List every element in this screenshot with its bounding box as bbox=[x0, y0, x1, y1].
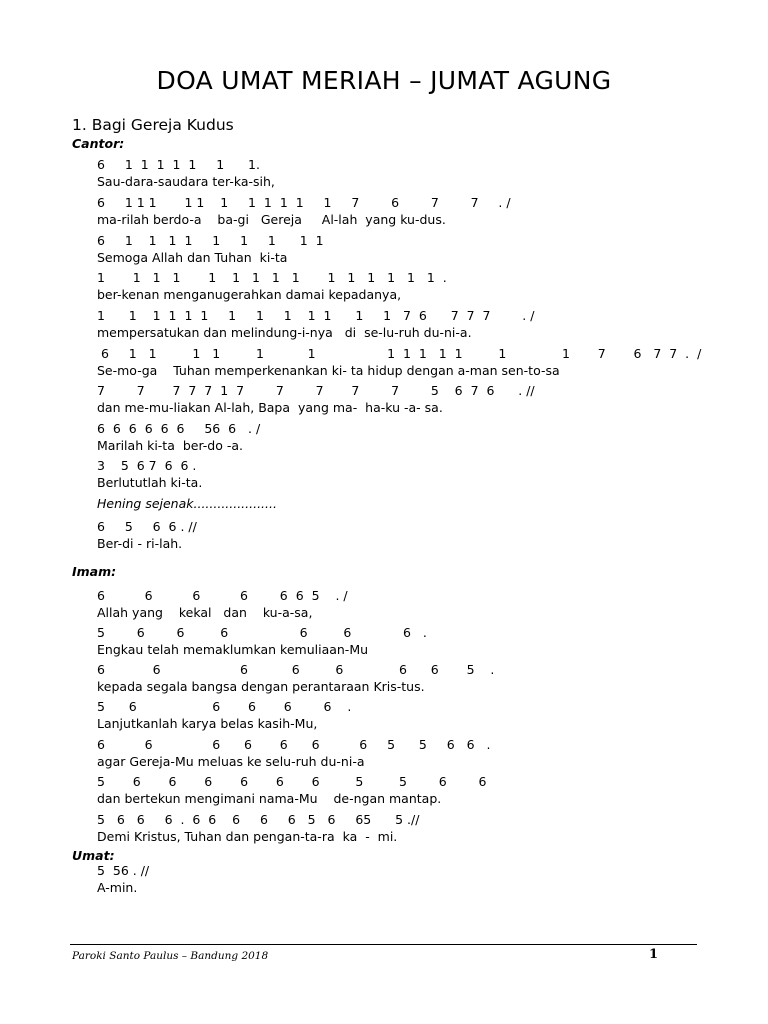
verse-text: ber-kenan menganugerahkan damai kepadanya, bbox=[97, 287, 402, 302]
verse-text: agar Gereja-Mu meluas ke selu-ruh du-ni-a bbox=[97, 754, 365, 769]
verse-text: Marilah ki-ta ber-do -a. bbox=[97, 438, 243, 453]
imam-label: Imam: bbox=[72, 564, 117, 579]
page-number: 1 bbox=[649, 947, 659, 962]
verse-text: dan me-mu-liakan Al-lah, Bapa yang ma- ha-ku -a- sa. bbox=[97, 400, 443, 415]
verse-notes: 7 7 7 7 7 1 7 7 7 7 7 5 6 7 6 . // bbox=[97, 383, 535, 398]
verse-notes: 5 6 6 6 6 6 . bbox=[97, 699, 352, 714]
verse-text: Demi Kristus, Tuhan dan pengan-ta-ra ka - mi. bbox=[97, 829, 398, 844]
verse-line bbox=[97, 661, 494, 695]
verse-notes: 5 56 . // bbox=[97, 863, 150, 878]
verse-notes: 6 1 1 1 1 1 1 1 1 1 1 1 7 6 7 7 . / bbox=[97, 195, 511, 210]
verse-line bbox=[97, 862, 149, 896]
verse-text: Engkau telah memaklumkan kemuliaan-Mu bbox=[97, 642, 369, 657]
verse-text: kepada segala bangsa dengan perantaraan Kris-tus. bbox=[97, 679, 425, 694]
verse-line bbox=[97, 518, 197, 552]
verse-notes: 5 6 6 6 . 6 6 6 6 6 5 6 65 5 .// bbox=[97, 812, 420, 827]
footer-parish: Paroki Santo Paulus – Bandung 2018 bbox=[72, 950, 269, 962]
verse-notes: 5 6 6 6 6 6 6 . bbox=[97, 625, 427, 640]
verse-line bbox=[97, 811, 419, 845]
verse-notes: 6 1 1 1 1 1 1 1 1 1 1 1 1 1 7 6 7 7 . / bbox=[97, 346, 702, 361]
verse-text: Hening sejenak..................... bbox=[97, 496, 277, 511]
verse-notes: 1 1 1 1 1 1 1 1 1 1 1 1 1 7 6 7 7 7 . / bbox=[97, 308, 535, 323]
verse-notes: 6 6 6 6 6 6 5 . / bbox=[97, 588, 348, 603]
verse-notes: 3 5 6 7 6 6 . bbox=[97, 458, 197, 473]
verse-notes: 6 5 6 6 . // bbox=[97, 519, 197, 534]
verse-line bbox=[97, 698, 351, 732]
verse-notes: 6 6 6 6 6 6 6 5 5 6 6 . bbox=[97, 737, 491, 752]
verse-line bbox=[97, 382, 535, 416]
verse-text: Allah yang kekal dan ku-a-sa, bbox=[97, 605, 313, 620]
verse-line bbox=[97, 457, 202, 491]
umat-label: Umat: bbox=[72, 848, 115, 863]
verse-text: mempersatukan dan melindung-i-nya di se-lu-ruh du-ni-a. bbox=[97, 325, 472, 340]
verse-line bbox=[97, 156, 275, 190]
verse-text: Se-mo-ga Tuhan memperkenankan ki- ta hidup dengan a-man sen-to-sa bbox=[97, 363, 560, 378]
verse-line bbox=[97, 345, 701, 379]
verse-text: Lanjutkanlah karya belas kasih-Mu, bbox=[97, 716, 318, 731]
verse-line bbox=[97, 194, 511, 228]
verse-notes: 1 1 1 1 1 1 1 1 1 1 1 1 1 1 1 . bbox=[97, 270, 447, 285]
verse-text: Ber-di - ri-lah. bbox=[97, 536, 183, 551]
verse-text: A-min. bbox=[97, 880, 138, 895]
page-title: DOA UMAT MERIAH – JUMAT AGUNG bbox=[156, 66, 612, 95]
verse-line bbox=[97, 307, 534, 341]
verse-text: dan bertekun mengimani nama-Mu de-ngan mantap. bbox=[97, 791, 442, 806]
verse-notes: 6 1 1 1 1 1 1 1. bbox=[97, 157, 260, 172]
verse-line bbox=[97, 269, 447, 303]
verse-line bbox=[97, 624, 427, 658]
cantor-label: Cantor: bbox=[72, 136, 125, 151]
verse-line bbox=[97, 736, 490, 770]
verse-line bbox=[97, 587, 348, 621]
verse-line bbox=[97, 773, 486, 807]
verse-text: Semoga Allah dan Tuhan ki-ta bbox=[97, 250, 288, 265]
verse-line bbox=[97, 420, 260, 454]
footer-rule bbox=[70, 944, 697, 945]
verse-text: ma-rilah berdo-a ba-gi Gereja Al-lah yang ku-dus. bbox=[97, 212, 446, 227]
section-heading: 1. Bagi Gereja Kudus bbox=[72, 116, 234, 134]
verse-notes: 5 6 6 6 6 6 6 5 5 6 6 bbox=[97, 774, 487, 789]
verse-notes: 6 6 6 6 6 6 56 6 . / bbox=[97, 421, 261, 436]
verse-text: Berlututlah ki-ta. bbox=[97, 475, 203, 490]
verse-text: Sau-dara-saudara ter-ka-sih, bbox=[97, 174, 275, 189]
silence-instruction bbox=[97, 495, 277, 512]
verse-notes: 6 1 1 1 1 1 1 1 1 1 bbox=[97, 233, 324, 248]
verse-notes: 6 6 6 6 6 6 6 5 . bbox=[97, 662, 495, 677]
verse-line bbox=[97, 232, 324, 266]
